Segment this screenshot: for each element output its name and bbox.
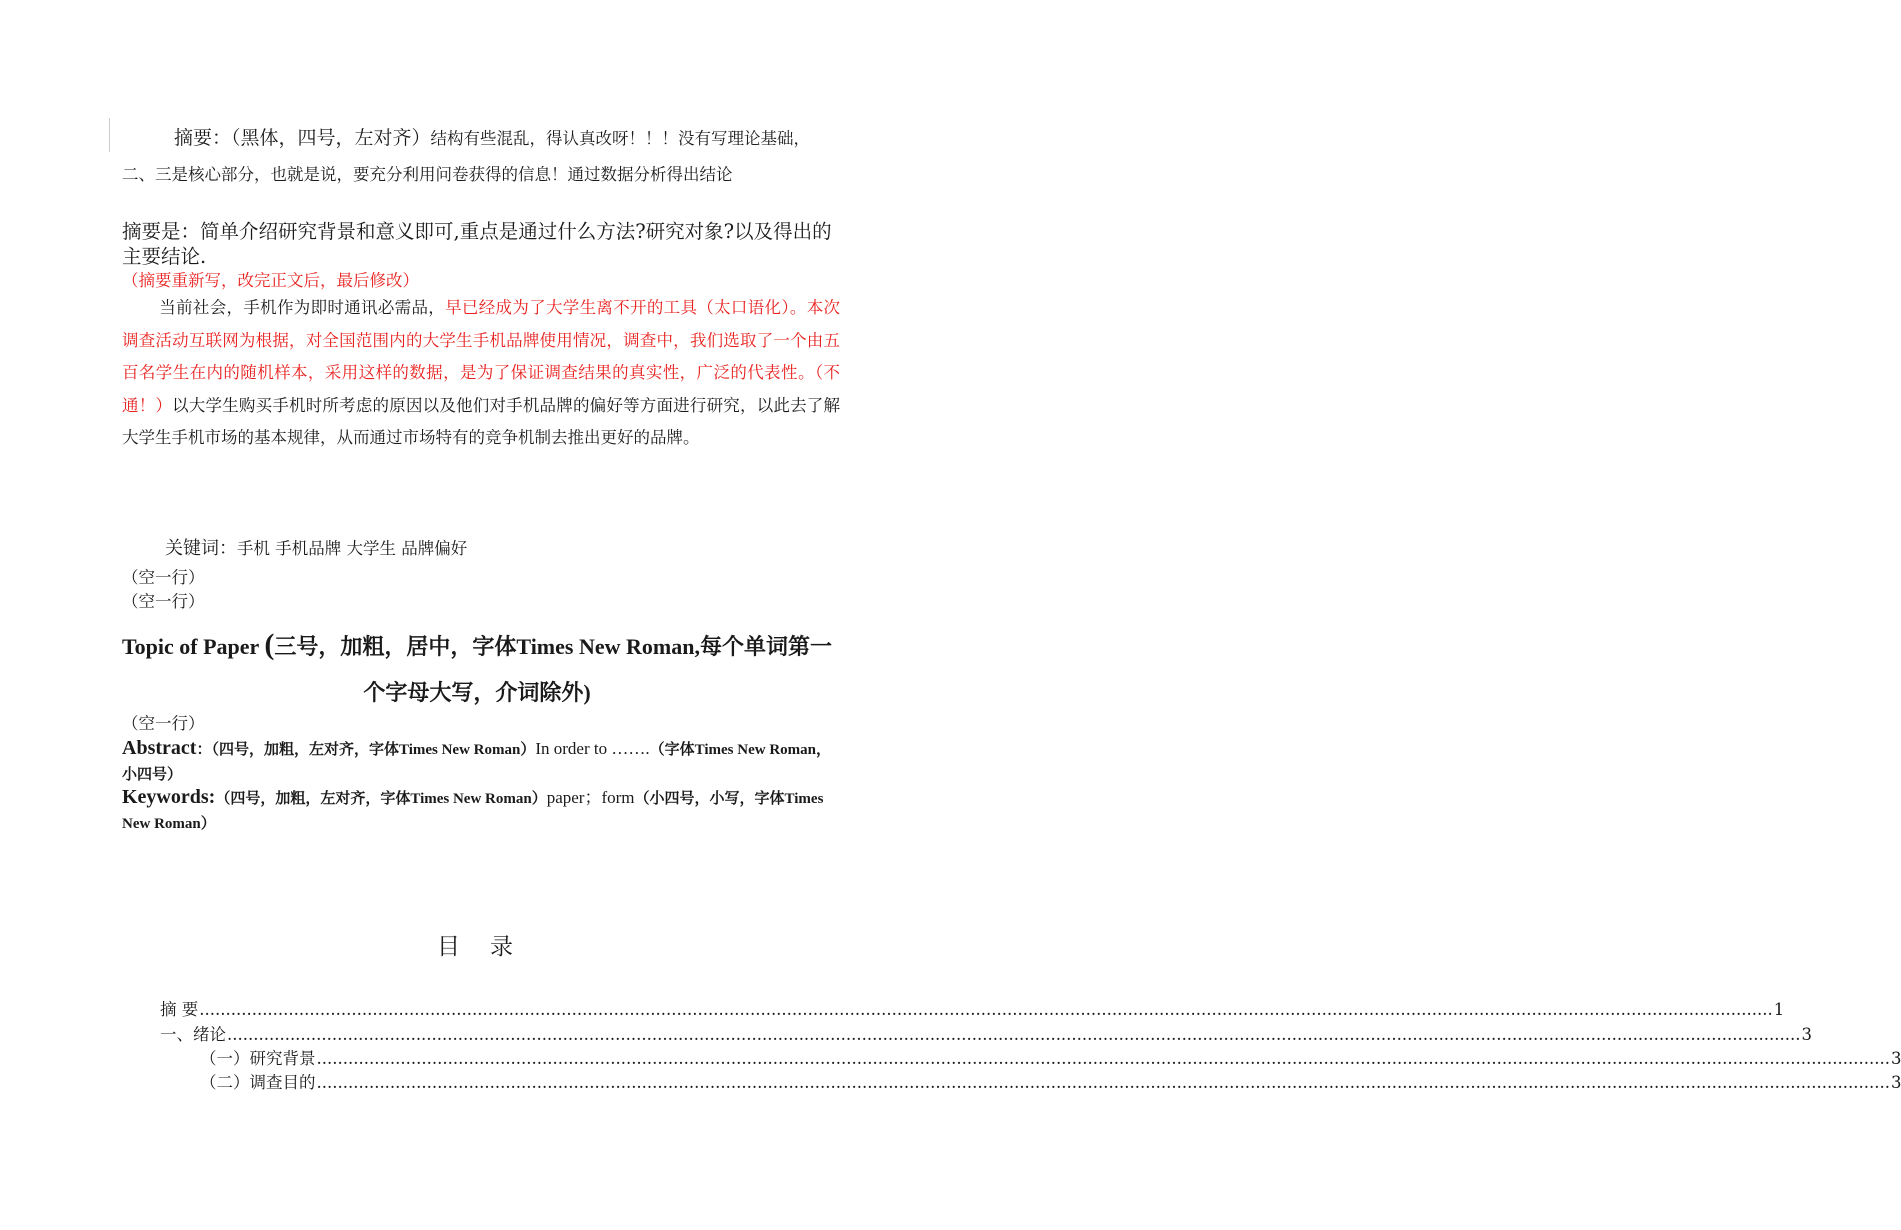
toc-entry-label: 一、绪论 [160, 1025, 226, 1044]
abstract-body-red: 早已经成为了大学生离不开的工具（太口语化）。本次调查活动互联网为根据，对全国范围内的大学生手机品牌使用情况，调查中，我们选取了一个由五百名学生在内的随机样本，采用这样的数据，是为了保证调查结果的真实性，广泛的代表性。（不通！） [122, 298, 841, 415]
toc-leader: ............................................................................................................................................................................................................................................................................................................ [199, 1000, 1773, 1019]
topic-title: Topic of Paper [122, 634, 265, 659]
toc-list [160, 998, 1901, 1098]
toc-entry[interactable] [200, 1047, 1901, 1071]
keywords-en-label: Keywords: [122, 786, 216, 808]
topic-note: 三号，加粗，居中，字体Times New Roman,每个单词第一个字母大写，介词除外) [274, 634, 832, 705]
rewrite-note: （摘要重新写，改完正文后，最后修改） [122, 271, 419, 290]
keywords-cn [165, 536, 467, 562]
blank-line-note: （空一行） [122, 568, 205, 587]
toc-entry[interactable] [160, 998, 1785, 1022]
reviewer-comment: 结构有些混乱，得认真改呀！！！没有写理论基础，二、三是核心部分，也就是说，要充分利用问卷获得的信息！通过数据分析得出结论 [122, 129, 811, 184]
keywords-en-text-note: （小四号，小写，字体Times New Roman） [122, 791, 824, 832]
abstract-en-text-note: （字体Times New Roman，小四号） [122, 742, 831, 783]
blank-line-note: （空一行） [122, 592, 205, 611]
abstract-heading-note: （黑体，四号，左对齐） [231, 127, 431, 149]
keywords-en-text: paper；form [546, 788, 635, 807]
abstract-en [122, 737, 837, 787]
abstract-body [122, 292, 840, 455]
topic-paren: ( [264, 628, 275, 661]
abstract-body-part1: 当前社会，手机作为即时通讯必需品， [159, 298, 446, 317]
abstract-en-colon: ： [196, 742, 212, 758]
paper-topic [112, 622, 842, 716]
abstract-body-part2: 以大学生购买手机时所考虑的原因以及他们对手机品牌的偏好等方面进行研究，以此去了解大学生手机市场的基本规律，从而通过市场特有的竞争机制去推出更好的品牌。 [122, 395, 841, 447]
toc-entry-page: 3 [1801, 1025, 1812, 1044]
abstract-en-text: In order to ……. [535, 739, 650, 758]
toc-leader: ............................................................................................................................................................................................................................................................................................................ [227, 1025, 1801, 1044]
abstract-en-label: Abstract [122, 737, 197, 759]
toc-entry-label: （二）调查目的 [200, 1073, 316, 1092]
text-cursor [109, 118, 110, 152]
toc-entry-label: （一）研究背景 [200, 1049, 316, 1068]
blank-line-note: （空一行） [122, 714, 205, 733]
toc-entry[interactable] [160, 1023, 1812, 1047]
toc-entry-page: 3 [1890, 1073, 1901, 1092]
toc-entry-label: 摘 要 [160, 1000, 199, 1019]
toc-entry-page: 3 [1890, 1049, 1901, 1068]
toc-leader: ............................................................................................................................................................................................................................................................................................................ [316, 1073, 1890, 1092]
keywords-en [122, 786, 837, 836]
toc-entry[interactable] [200, 1071, 1901, 1095]
abstract-guide: 摘要是：简单介绍研究背景和意义即可,重点是通过什么方法?研究对象?以及得出的主要结论. [122, 220, 832, 268]
abstract-comment-paragraph [122, 120, 834, 193]
keywords-values: 手机 手机品牌 大学生 品牌偏好 [237, 539, 468, 558]
toc-title-char: 目 [437, 934, 460, 960]
keywords-label: 关键词： [165, 538, 237, 559]
keywords-en-format-note: （四号，加粗，左对齐，字体Times New Roman） [215, 791, 547, 807]
toc-title [0, 928, 950, 961]
abstract-heading: 摘要： [174, 127, 232, 149]
toc-entry-page: 1 [1773, 1000, 1785, 1019]
toc-leader: ............................................................................................................................................................................................................................................................................................................ [316, 1049, 1890, 1068]
abstract-en-format-note: （四号，加粗，左对齐，字体Times New Roman） [211, 742, 536, 758]
toc-title-char: 录 [490, 934, 513, 960]
